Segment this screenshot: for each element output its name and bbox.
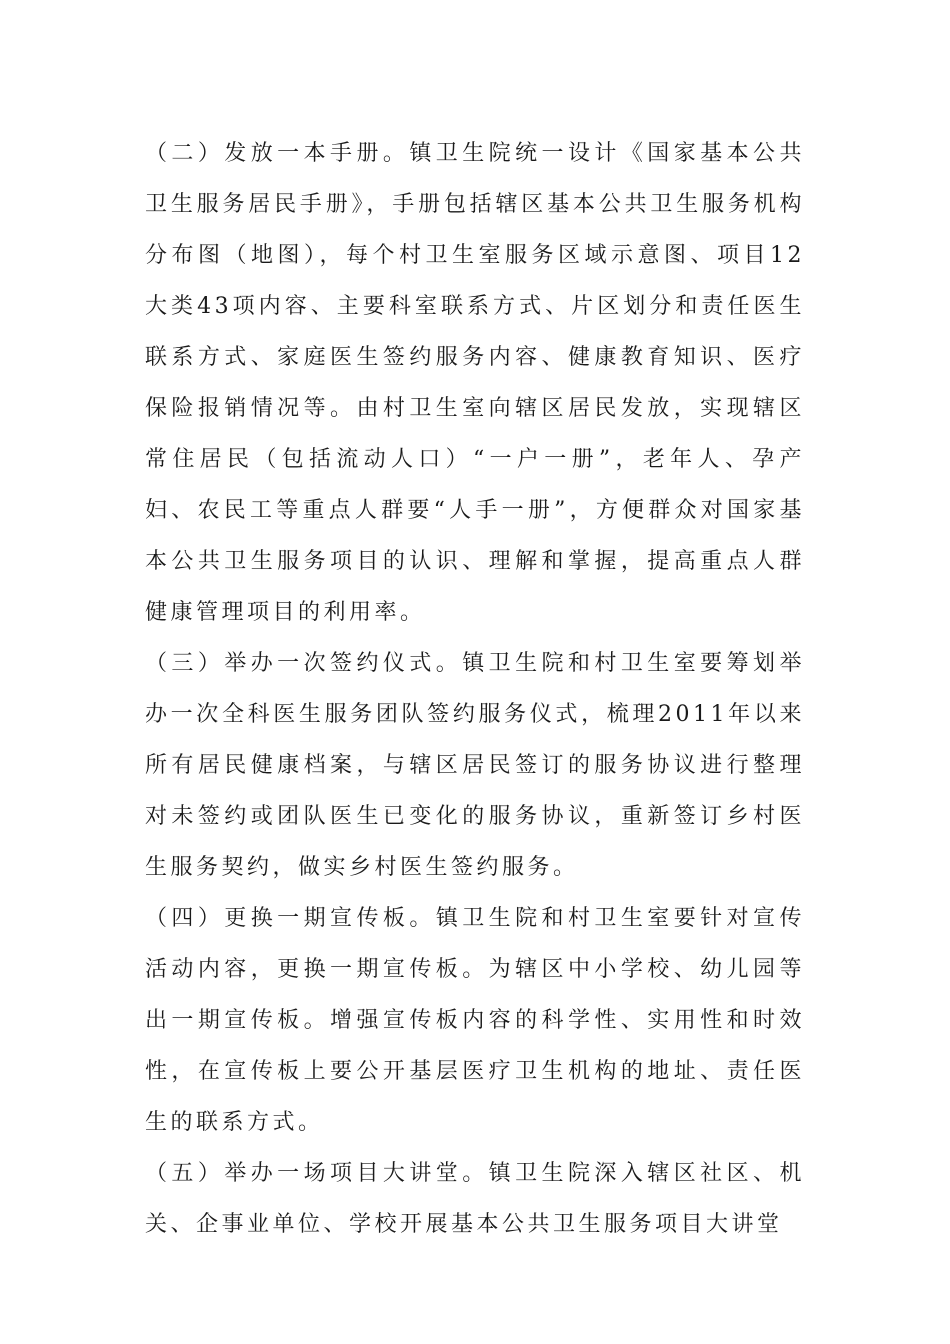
paragraph-text: 镇卫生院统一设计《国家基本公共卫生服务居民手册》，手册包括辖区基本公共卫生服务机构分布图（地图），每个村卫生室服务区域示意图、项目12大类43项内容、主要科室联系方式、片区划分和责任医生联系方式、家庭医生签约服务内容、健康教育知识、医疗保险报销情况等。由村卫生室向辖区居民发放，实现辖区常住居民（包括流动人口）“一户一册”，老年人、孕产妇、农民工等重点人群要“人手一册”，方便群众对国家基本公共卫生服务项目的认识、理解和掌握，提高重点人群健康管理项目的利用率。 xyxy=(145,141,805,625)
paragraph-signing-ceremony xyxy=(145,638,805,893)
paragraph-publicity-board xyxy=(145,893,805,1148)
paragraph-text: 镇卫生院和村卫生室要针对宣传活动内容，更换一期宣传板。为辖区中小学校、幼儿园等出一期宣传板。增强宣传板内容的科学性、实用性和时效性，在宣传板上要公开基层医疗卫生机构的地址、责任医生的联系方式。 xyxy=(145,906,805,1135)
paragraph-heading: （四）更换一期宣传板。 xyxy=(145,906,436,931)
paragraph-text: 镇卫生院深入辖区社区、机关、企事业单位、学校开展基本公共卫生服务项目大讲堂 xyxy=(145,1161,805,1237)
paragraph-heading: （二）发放一本手册。 xyxy=(145,141,410,166)
paragraph-text: 镇卫生院和村卫生室要筹划举办一次全科医生服务团队签约服务仪式，梳理2011年以来所有居民健康档案，与辖区居民签订的服务协议进行整理对未签约或团队医生已变化的服务协议，重新签订乡村医生服务契约，做实乡村医生签约服务。 xyxy=(145,651,805,880)
paragraph-lecture xyxy=(145,1148,805,1250)
paragraph-heading: （五）举办一场项目大讲堂。 xyxy=(145,1161,489,1186)
paragraph-handbook xyxy=(145,128,805,638)
paragraph-heading: （三）举办一次签约仪式。 xyxy=(145,651,463,676)
document-body xyxy=(145,128,805,1250)
